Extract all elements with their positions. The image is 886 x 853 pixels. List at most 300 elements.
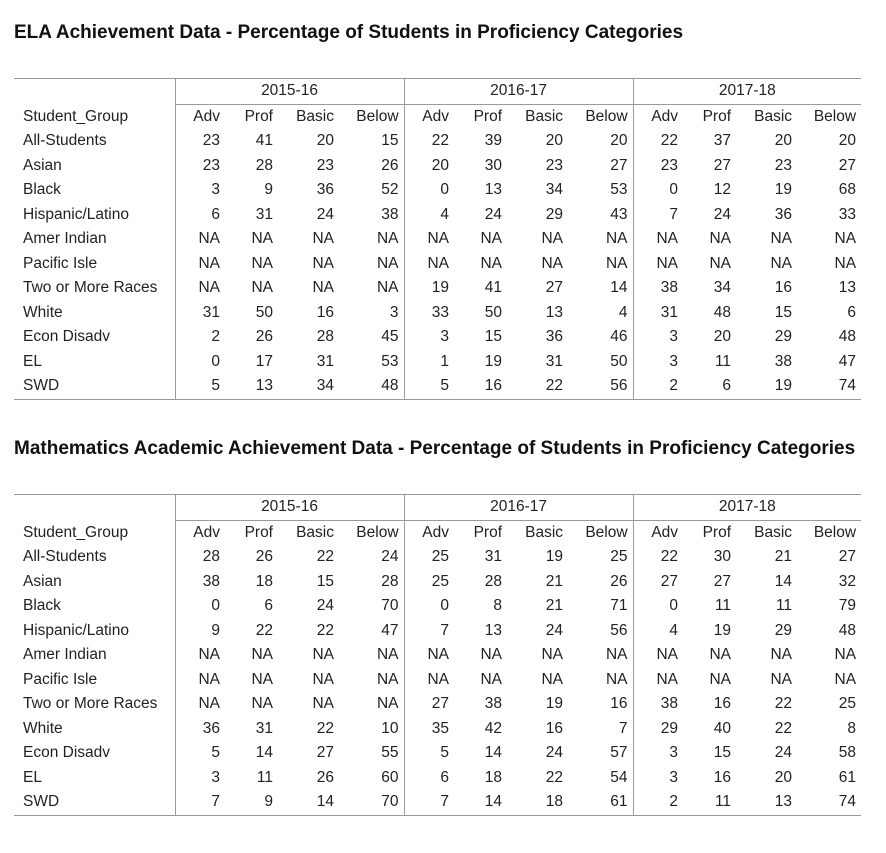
value-cell: 19 bbox=[545, 695, 564, 713]
value-cell: NA bbox=[633, 668, 683, 693]
value-cell: 23 bbox=[774, 156, 793, 174]
value-cell: 18 bbox=[507, 790, 568, 815]
subheader-row bbox=[14, 520, 861, 545]
value-cell: 16 bbox=[545, 719, 564, 737]
value-cell: 22 bbox=[545, 768, 564, 786]
value-cell: 7 bbox=[175, 790, 225, 815]
value-cell: 79 bbox=[838, 597, 857, 615]
value-cell: NA bbox=[709, 646, 732, 664]
value-cell: 13 bbox=[838, 279, 857, 297]
value-cell: 48 bbox=[713, 303, 732, 321]
value-cell: 53 bbox=[610, 181, 628, 199]
value-cell: NA bbox=[175, 692, 225, 717]
value-cell: 14 bbox=[484, 744, 503, 762]
value-cell: 16 bbox=[316, 303, 334, 321]
value-cell: 3 bbox=[633, 766, 683, 791]
value-cell: 30 bbox=[713, 548, 732, 566]
value-cell: 18 bbox=[255, 572, 273, 590]
value-cell: 24 bbox=[545, 744, 564, 762]
value-cell: 13 bbox=[484, 181, 503, 199]
ela-achievement-table bbox=[14, 78, 861, 400]
value-cell: 7 bbox=[404, 790, 454, 815]
value-cell: NA bbox=[480, 230, 503, 248]
value-cell: 20 bbox=[713, 328, 732, 346]
value-cell: 29 bbox=[774, 621, 793, 639]
value-cell: 16 bbox=[454, 374, 507, 399]
value-cell: 21 bbox=[545, 572, 564, 590]
value-cell: 70 bbox=[339, 790, 404, 815]
table-row bbox=[14, 350, 861, 375]
student-group-cell: Amer Indian bbox=[23, 646, 107, 664]
value-cell: 26 bbox=[255, 548, 273, 566]
value-cell: NA bbox=[541, 646, 564, 664]
value-cell: 13 bbox=[225, 374, 278, 399]
value-cell: 25 bbox=[610, 548, 628, 566]
table-row bbox=[14, 374, 861, 399]
value-cell: 3 bbox=[175, 766, 225, 791]
table-row bbox=[14, 643, 861, 668]
math-title: Mathematics Academic Achievement Data - Percentage of Students in Proficiency Categories bbox=[14, 438, 856, 459]
subheader-below: Below bbox=[356, 523, 399, 541]
value-cell: NA bbox=[605, 254, 628, 272]
value-cell: 14 bbox=[255, 744, 273, 762]
value-cell: 13 bbox=[484, 621, 503, 639]
value-cell: NA bbox=[175, 252, 225, 277]
value-cell: 27 bbox=[713, 156, 732, 174]
value-cell: 14 bbox=[278, 790, 339, 815]
value-cell: NA bbox=[834, 670, 857, 688]
value-cell: 0 bbox=[633, 178, 683, 203]
value-cell: 26 bbox=[610, 572, 628, 590]
value-cell: 8 bbox=[847, 719, 857, 737]
value-cell: 14 bbox=[454, 790, 507, 815]
value-cell: NA bbox=[312, 279, 334, 297]
value-cell: NA bbox=[251, 230, 273, 248]
value-cell: NA bbox=[175, 668, 225, 693]
value-cell: 9 bbox=[175, 619, 225, 644]
value-cell: 16 bbox=[713, 768, 732, 786]
value-cell: 53 bbox=[381, 352, 399, 370]
table-row bbox=[14, 325, 861, 350]
value-cell: 19 bbox=[545, 548, 564, 566]
value-cell: 36 bbox=[316, 181, 334, 199]
value-cell: 38 bbox=[774, 352, 793, 370]
value-cell: 3 bbox=[175, 178, 225, 203]
value-cell: 6 bbox=[683, 374, 736, 399]
student-group-cell: Black bbox=[23, 181, 61, 199]
value-cell: 31 bbox=[316, 352, 334, 370]
value-cell: 23 bbox=[175, 129, 225, 154]
value-cell: 47 bbox=[381, 621, 399, 639]
value-cell: 15 bbox=[316, 572, 334, 590]
value-cell: 48 bbox=[838, 328, 857, 346]
value-cell: 27 bbox=[610, 156, 628, 174]
value-cell: 16 bbox=[713, 695, 732, 713]
value-cell: 33 bbox=[404, 301, 454, 326]
value-cell: NA bbox=[376, 279, 399, 297]
value-cell: 5 bbox=[175, 374, 225, 399]
value-cell: NA bbox=[312, 254, 334, 272]
value-cell: NA bbox=[312, 230, 334, 248]
value-cell: 28 bbox=[316, 328, 334, 346]
value-cell: NA bbox=[480, 670, 503, 688]
value-cell: NA bbox=[376, 230, 399, 248]
value-cell: 56 bbox=[568, 374, 633, 399]
value-cell: 3 bbox=[633, 741, 683, 766]
student-group-cell: Asian bbox=[23, 156, 62, 174]
value-cell: 50 bbox=[255, 303, 273, 321]
value-cell: 29 bbox=[774, 328, 793, 346]
value-cell: 22 bbox=[255, 621, 273, 639]
value-cell: 25 bbox=[838, 695, 857, 713]
value-cell: 24 bbox=[381, 548, 399, 566]
value-cell: 27 bbox=[633, 570, 683, 595]
value-cell: 4 bbox=[404, 203, 454, 228]
student-group-cell: Hispanic/Latino bbox=[23, 205, 129, 223]
value-cell: 19 bbox=[713, 621, 732, 639]
value-cell: NA bbox=[404, 227, 454, 252]
value-cell: 3 bbox=[633, 325, 683, 350]
student-group-cell: SWD bbox=[14, 374, 175, 399]
student-group-cell: Black bbox=[23, 597, 61, 615]
value-cell: 0 bbox=[175, 350, 225, 375]
value-cell: NA bbox=[175, 643, 225, 668]
value-cell: 0 bbox=[175, 594, 225, 619]
value-cell: 31 bbox=[545, 352, 564, 370]
subheader-below: Below bbox=[813, 107, 857, 125]
student-group-cell: Econ Disadv bbox=[23, 328, 111, 346]
subheader-prof: Prof bbox=[244, 523, 273, 541]
value-cell: 38 bbox=[633, 692, 683, 717]
subheader-adv: Adv bbox=[633, 104, 683, 129]
value-cell: 4 bbox=[633, 619, 683, 644]
value-cell: 27 bbox=[713, 572, 732, 590]
value-cell: NA bbox=[376, 254, 399, 272]
value-cell: 38 bbox=[381, 205, 399, 223]
value-cell: NA bbox=[709, 670, 732, 688]
value-cell: 24 bbox=[316, 597, 334, 615]
value-cell: 39 bbox=[484, 132, 503, 150]
value-cell: 5 bbox=[175, 741, 225, 766]
value-cell: NA bbox=[709, 230, 732, 248]
subheader-adv: Adv bbox=[404, 104, 454, 129]
year-header-2017-18: 2017-18 bbox=[633, 495, 861, 521]
value-cell: 23 bbox=[633, 154, 683, 179]
value-cell: 57 bbox=[610, 744, 628, 762]
value-cell: 25 bbox=[404, 545, 454, 570]
value-cell: 24 bbox=[484, 205, 503, 223]
subheader-prof: Prof bbox=[702, 523, 732, 541]
value-cell: 23 bbox=[316, 156, 334, 174]
student-group-cell: Amer Indian bbox=[23, 230, 107, 248]
value-cell: 13 bbox=[545, 303, 564, 321]
value-cell: 0 bbox=[633, 594, 683, 619]
value-cell: 14 bbox=[774, 572, 793, 590]
value-cell: NA bbox=[605, 670, 628, 688]
value-cell: 0 bbox=[404, 594, 454, 619]
value-cell: 19 bbox=[484, 352, 503, 370]
value-cell: 15 bbox=[381, 132, 399, 150]
value-cell: 11 bbox=[775, 597, 793, 615]
value-cell: 23 bbox=[175, 154, 225, 179]
student-group-cell: EL bbox=[23, 352, 42, 370]
value-cell: 20 bbox=[838, 132, 857, 150]
value-cell: 47 bbox=[838, 352, 857, 370]
value-cell: 56 bbox=[610, 621, 628, 639]
value-cell: 22 bbox=[507, 374, 568, 399]
value-cell: NA bbox=[834, 646, 857, 664]
value-cell: NA bbox=[834, 254, 857, 272]
subheader-basic: Basic bbox=[296, 523, 334, 541]
student-group-cell: Two or More Races bbox=[23, 695, 158, 713]
value-cell: 50 bbox=[484, 303, 503, 321]
value-cell: NA bbox=[251, 670, 273, 688]
table-row bbox=[14, 252, 861, 277]
value-cell: 28 bbox=[484, 572, 503, 590]
table-row bbox=[14, 301, 861, 326]
blank-header-cell bbox=[14, 79, 175, 105]
value-cell: 22 bbox=[316, 719, 334, 737]
student-group-cell: EL bbox=[23, 768, 42, 786]
subheader-basic: Basic bbox=[754, 107, 793, 125]
value-cell: 15 bbox=[774, 303, 793, 321]
value-cell: NA bbox=[541, 254, 564, 272]
value-cell: 36 bbox=[175, 717, 225, 742]
value-cell: 27 bbox=[838, 548, 857, 566]
value-cell: 42 bbox=[484, 719, 503, 737]
value-cell: 27 bbox=[404, 692, 454, 717]
table-row bbox=[14, 227, 861, 252]
value-cell: 60 bbox=[381, 768, 399, 786]
value-cell: 7 bbox=[633, 203, 683, 228]
table-row bbox=[14, 717, 861, 742]
value-cell: NA bbox=[175, 227, 225, 252]
value-cell: 11 bbox=[714, 352, 732, 370]
value-cell: NA bbox=[605, 230, 628, 248]
value-cell: 22 bbox=[316, 548, 334, 566]
student-group-cell: Hispanic/Latino bbox=[23, 621, 129, 639]
value-cell: 24 bbox=[774, 744, 793, 762]
student-group-cell: Two or More Races bbox=[23, 279, 158, 297]
value-cell: 11 bbox=[683, 790, 736, 815]
value-cell: 68 bbox=[838, 181, 857, 199]
value-cell: NA bbox=[312, 646, 334, 664]
table-row bbox=[14, 129, 861, 154]
table-row bbox=[14, 619, 861, 644]
value-cell: NA bbox=[376, 695, 399, 713]
student-group-cell: White bbox=[23, 303, 63, 321]
value-cell: 19 bbox=[404, 276, 454, 301]
math-achievement-table bbox=[14, 494, 861, 816]
value-cell: 55 bbox=[381, 744, 399, 762]
value-cell: NA bbox=[633, 227, 683, 252]
subheader-prof: Prof bbox=[702, 107, 732, 125]
value-cell: NA bbox=[175, 276, 225, 301]
value-cell: 9 bbox=[264, 181, 273, 199]
value-cell: 45 bbox=[381, 328, 399, 346]
value-cell: 31 bbox=[633, 301, 683, 326]
subheader-below: Below bbox=[356, 107, 399, 125]
table-row bbox=[14, 203, 861, 228]
value-cell: 13 bbox=[736, 790, 797, 815]
table-row bbox=[14, 545, 861, 570]
blank-header-cell bbox=[14, 495, 175, 521]
value-cell: 54 bbox=[610, 768, 628, 786]
value-cell: 21 bbox=[545, 597, 564, 615]
value-cell: NA bbox=[480, 254, 503, 272]
student-group-cell: Asian bbox=[23, 572, 62, 590]
subheader-adv: Adv bbox=[175, 520, 225, 545]
value-cell: 9 bbox=[225, 790, 278, 815]
subheader-below: Below bbox=[813, 523, 857, 541]
value-cell: 20 bbox=[774, 768, 793, 786]
value-cell: 22 bbox=[774, 695, 793, 713]
value-cell: 20 bbox=[316, 132, 334, 150]
year-header-2016-17: 2016-17 bbox=[404, 495, 633, 521]
subheader-prof: Prof bbox=[244, 107, 273, 125]
year-header-2015-16: 2015-16 bbox=[175, 495, 404, 521]
value-cell: NA bbox=[251, 254, 273, 272]
year-header-2017-18: 2017-18 bbox=[633, 79, 861, 105]
value-cell: 20 bbox=[545, 132, 564, 150]
year-header-2015-16: 2015-16 bbox=[175, 79, 404, 105]
value-cell: 74 bbox=[797, 374, 861, 399]
value-cell: 4 bbox=[618, 303, 628, 321]
value-cell: 31 bbox=[255, 205, 273, 223]
ela-title: ELA Achievement Data - Percentage of Students in Proficiency Categories bbox=[14, 22, 684, 43]
value-cell: 27 bbox=[838, 156, 857, 174]
value-cell: 22 bbox=[774, 719, 793, 737]
student-group-cell: All-Students bbox=[23, 132, 107, 150]
value-cell: 29 bbox=[545, 205, 564, 223]
value-cell: NA bbox=[541, 230, 564, 248]
value-cell: 26 bbox=[316, 768, 334, 786]
value-cell: NA bbox=[770, 670, 793, 688]
value-cell: 5 bbox=[404, 741, 454, 766]
value-cell: 20 bbox=[404, 154, 454, 179]
value-cell: 6 bbox=[175, 203, 225, 228]
subheader-basic: Basic bbox=[296, 107, 334, 125]
table-row bbox=[14, 668, 861, 693]
year-header-row bbox=[14, 495, 861, 521]
value-cell: 7 bbox=[618, 719, 628, 737]
value-cell: 10 bbox=[381, 719, 399, 737]
value-cell: 27 bbox=[545, 279, 564, 297]
value-cell: NA bbox=[541, 670, 564, 688]
value-cell: 15 bbox=[713, 744, 732, 762]
value-cell: NA bbox=[633, 252, 683, 277]
value-cell: 24 bbox=[316, 205, 334, 223]
value-cell: 58 bbox=[838, 744, 857, 762]
value-cell: 28 bbox=[255, 156, 273, 174]
value-cell: 16 bbox=[774, 279, 793, 297]
value-cell: NA bbox=[770, 646, 793, 664]
value-cell: 15 bbox=[484, 328, 503, 346]
value-cell: 43 bbox=[610, 205, 628, 223]
value-cell: 3 bbox=[389, 303, 399, 321]
value-cell: 3 bbox=[404, 325, 454, 350]
value-cell: NA bbox=[605, 646, 628, 664]
value-cell: 33 bbox=[838, 205, 857, 223]
subheader-adv: Adv bbox=[404, 520, 454, 545]
value-cell: 34 bbox=[545, 181, 564, 199]
subheader-adv: Adv bbox=[175, 104, 225, 129]
value-cell: 8 bbox=[493, 597, 503, 615]
value-cell: 23 bbox=[545, 156, 564, 174]
student-group-cell: All-Students bbox=[23, 548, 107, 566]
value-cell: 50 bbox=[610, 352, 628, 370]
value-cell: NA bbox=[312, 695, 334, 713]
value-cell: 11 bbox=[256, 768, 273, 786]
student-group-cell: Pacific Isle bbox=[23, 670, 98, 688]
value-cell: 26 bbox=[381, 156, 399, 174]
value-cell: 28 bbox=[381, 572, 399, 590]
value-cell: 6 bbox=[404, 766, 454, 791]
subheader-prof: Prof bbox=[473, 107, 503, 125]
value-cell: NA bbox=[709, 254, 732, 272]
value-cell: 40 bbox=[713, 719, 732, 737]
value-cell: 22 bbox=[633, 129, 683, 154]
value-cell: 41 bbox=[255, 132, 273, 150]
value-cell: 71 bbox=[610, 597, 628, 615]
value-cell: 22 bbox=[633, 545, 683, 570]
value-cell: 24 bbox=[713, 205, 732, 223]
value-cell: 19 bbox=[736, 374, 797, 399]
value-cell: NA bbox=[834, 230, 857, 248]
value-cell: 16 bbox=[610, 695, 628, 713]
value-cell: 36 bbox=[545, 328, 564, 346]
value-cell: NA bbox=[404, 668, 454, 693]
subheader-basic: Basic bbox=[525, 107, 564, 125]
value-cell: NA bbox=[404, 643, 454, 668]
value-cell: 22 bbox=[404, 129, 454, 154]
student-group-cell: White bbox=[23, 719, 63, 737]
subheader-row bbox=[14, 104, 861, 129]
value-cell: 26 bbox=[255, 328, 273, 346]
subheader-basic: Basic bbox=[754, 523, 793, 541]
value-cell: 31 bbox=[175, 301, 225, 326]
value-cell: 1 bbox=[404, 350, 454, 375]
value-cell: NA bbox=[251, 646, 273, 664]
table-row bbox=[14, 594, 861, 619]
value-cell: 24 bbox=[545, 621, 564, 639]
value-cell: 30 bbox=[484, 156, 503, 174]
value-cell: NA bbox=[770, 254, 793, 272]
table-row bbox=[14, 178, 861, 203]
value-cell: 11 bbox=[714, 597, 732, 615]
value-cell: 38 bbox=[175, 570, 225, 595]
value-cell: 17 bbox=[255, 352, 273, 370]
value-cell: NA bbox=[251, 279, 273, 297]
value-cell: 29 bbox=[633, 717, 683, 742]
value-cell: NA bbox=[251, 695, 273, 713]
student-group-header: Student_Group bbox=[23, 107, 129, 125]
value-cell: 37 bbox=[713, 132, 732, 150]
value-cell: 28 bbox=[175, 545, 225, 570]
value-cell: 61 bbox=[568, 790, 633, 815]
value-cell: 34 bbox=[278, 374, 339, 399]
value-cell: 48 bbox=[838, 621, 857, 639]
value-cell: 22 bbox=[316, 621, 334, 639]
value-cell: 36 bbox=[774, 205, 793, 223]
value-cell: 7 bbox=[404, 619, 454, 644]
student-group-cell: SWD bbox=[14, 790, 175, 815]
subheader-prof: Prof bbox=[473, 523, 503, 541]
value-cell: 6 bbox=[847, 303, 857, 321]
value-cell: NA bbox=[376, 646, 399, 664]
value-cell: 46 bbox=[610, 328, 628, 346]
value-cell: 41 bbox=[484, 279, 503, 297]
